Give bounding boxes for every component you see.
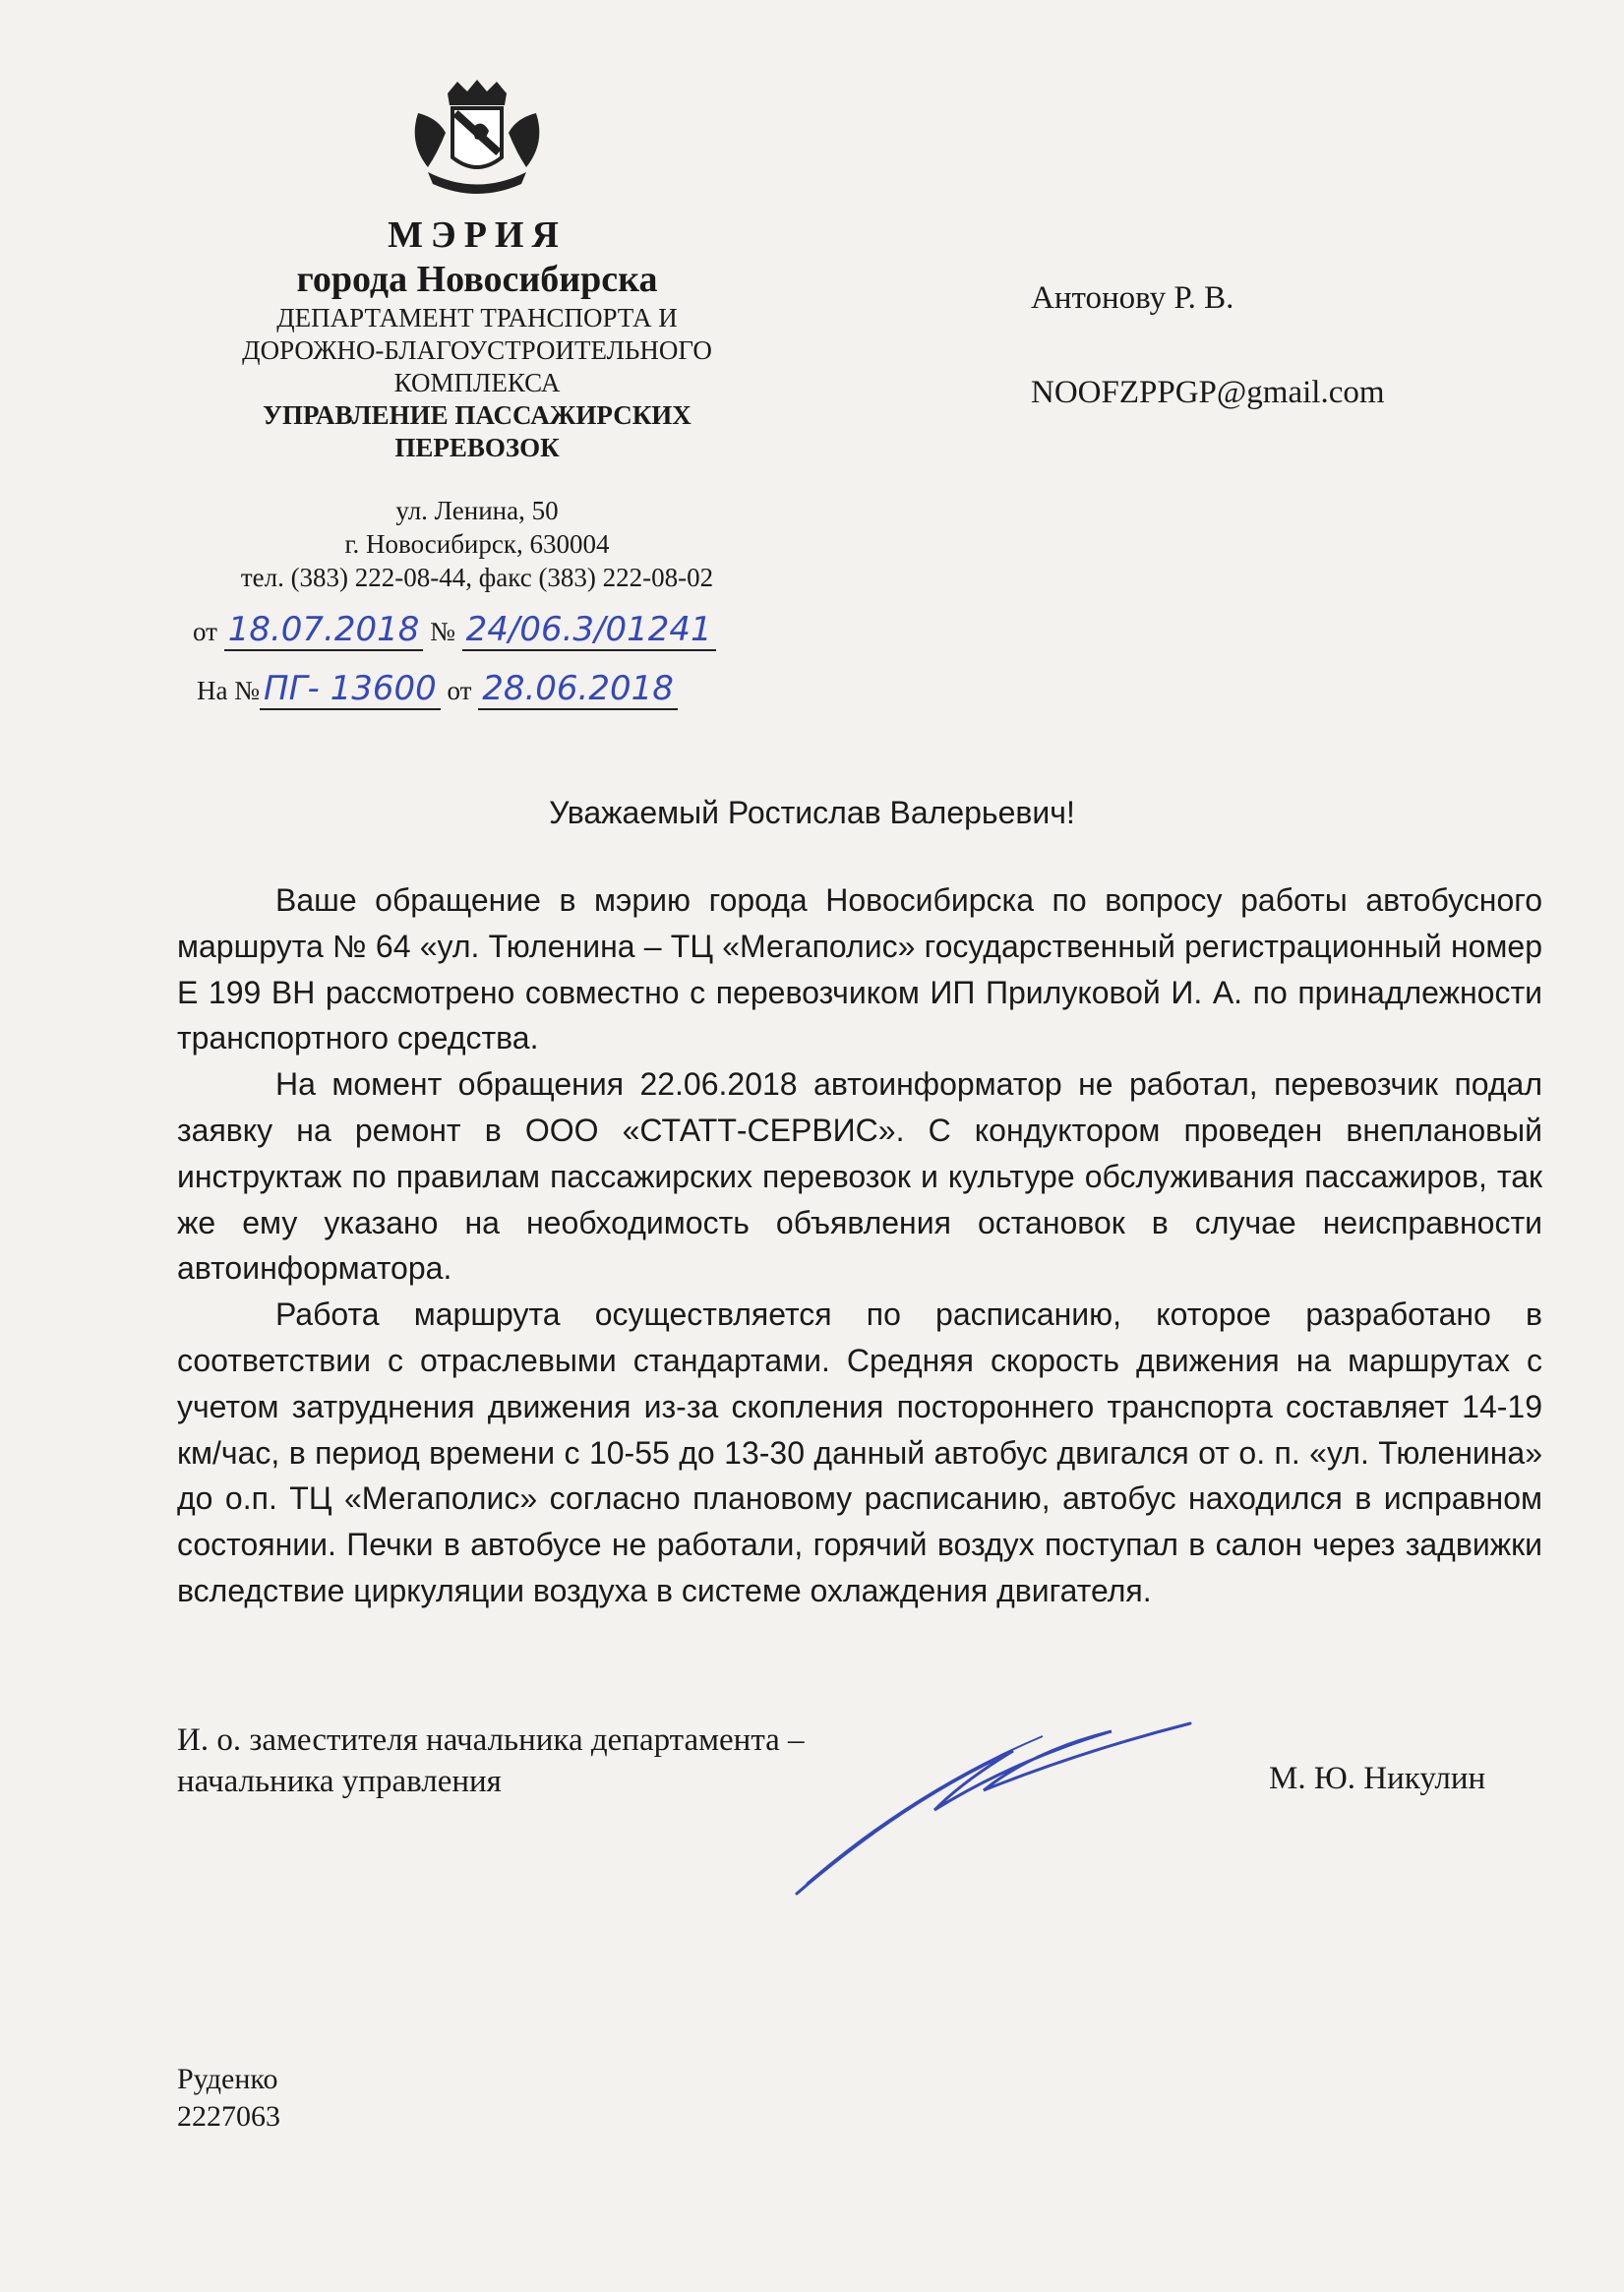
letterhead-department-line: КОМПЛЕКСА (393, 368, 561, 397)
addressee-email: NOOFZPPGP@gmail.com (1031, 375, 1385, 410)
letterhead-address-line: г. Новосибирск, 630004 (344, 529, 610, 559)
from-label: от (193, 617, 217, 646)
letterhead (177, 74, 777, 594)
position-line: И. о. заместителя начальника департамента – (177, 1722, 805, 1758)
executor-phone: 2227063 (177, 2100, 280, 2133)
reply-number: ПГ- 13600 (260, 669, 441, 710)
letterhead-office-line: ПЕРЕВОЗОК (394, 433, 560, 462)
addressee-name: Антонову Р. В. (1031, 280, 1234, 316)
reply-from-label: от (447, 676, 472, 705)
reply-line (197, 669, 678, 710)
letterhead-title: МЭРИЯ (388, 214, 567, 256)
letterhead-department-line: ДЕПАРТАМЕНТ ТРАНСПОРТА И (276, 303, 678, 332)
executor-name: Руденко (177, 2063, 278, 2095)
addressee (1031, 251, 1385, 440)
outgoing-number: 24/06.3/01241 (462, 610, 716, 651)
letterhead-department-line: ДОРОЖНО-БЛАГОУСТРОИТЕЛЬНОГО (242, 335, 712, 365)
outgoing-date: 18.07.2018 (224, 610, 424, 651)
letterhead-office-line: УПРАВЛЕНИЕ ПАССАЖИРСКИХ (263, 400, 692, 430)
letterhead-address-line: ул. Ленина, 50 (395, 496, 559, 525)
signatory-name: М. Ю. Никулин (1269, 1761, 1486, 1796)
executor (177, 2061, 280, 2136)
registration-line (193, 610, 716, 651)
position-line: начальника управления (177, 1764, 502, 1799)
reply-date: 28.06.2018 (478, 669, 678, 710)
letter-body (177, 877, 1542, 1614)
number-label: № (430, 617, 455, 646)
body-paragraph: Работа маршрута осуществляется по расписанию, которое разработано в соответствии с отраслевыми стандартами. Средняя скорость движения на маршрутах с учетом затруднения движения из-за скопления постороннего транспорта составляет 14-19 км/час, в период времени с 10-55 до 13-30 данный автобус двигался от о. п. «ул. Тюленина» до о.п. ТЦ «Мегаполис» согласно плановому расписанию, автобус находился в исправном состоянии. Печки в автобусе не работали, горячий воздух поступал в салон через задвижки вследствие циркуляции воздуха в системе охлаждения двигателя. (177, 1297, 1542, 1608)
body-paragraph: Ваше обращение в мэрию города Новосибирска по вопросу работы автобусного маршрута № 64 «ул. Тюленина – ТЦ «Мегаполис» государственный регистрационный номер Е 199 ВН рассмотрено совместно с перевозчиком ИП Прилуковой И. А. по принадлежности транспортного средства. (177, 882, 1542, 1056)
salutation: Уважаемый Ростислав Валерьевич! (549, 795, 1075, 830)
letterhead-address-line: тел. (383) 222-08-44, факс (383) 222-08-02 (240, 563, 714, 592)
handwritten-signature (787, 1712, 1200, 1899)
coat-of-arms-icon (398, 74, 556, 202)
letterhead-city: города Новосибирска (296, 259, 658, 300)
reply-label: На № (197, 676, 260, 705)
signatory-position (177, 1719, 805, 1802)
body-paragraph: На момент обращения 22.06.2018 автоинформатор не работал, перевозчик подал заявку на ремонт в ООО «СТАТТ-СЕРВИС». С кондуктором проведен внеплановый инструктаж по правилам пассажирских перевозок и культуре обслуживания пассажиров, так же ему указано на необходимость объявления остановок в случае неисправности автоинформатора. (177, 1066, 1542, 1287)
